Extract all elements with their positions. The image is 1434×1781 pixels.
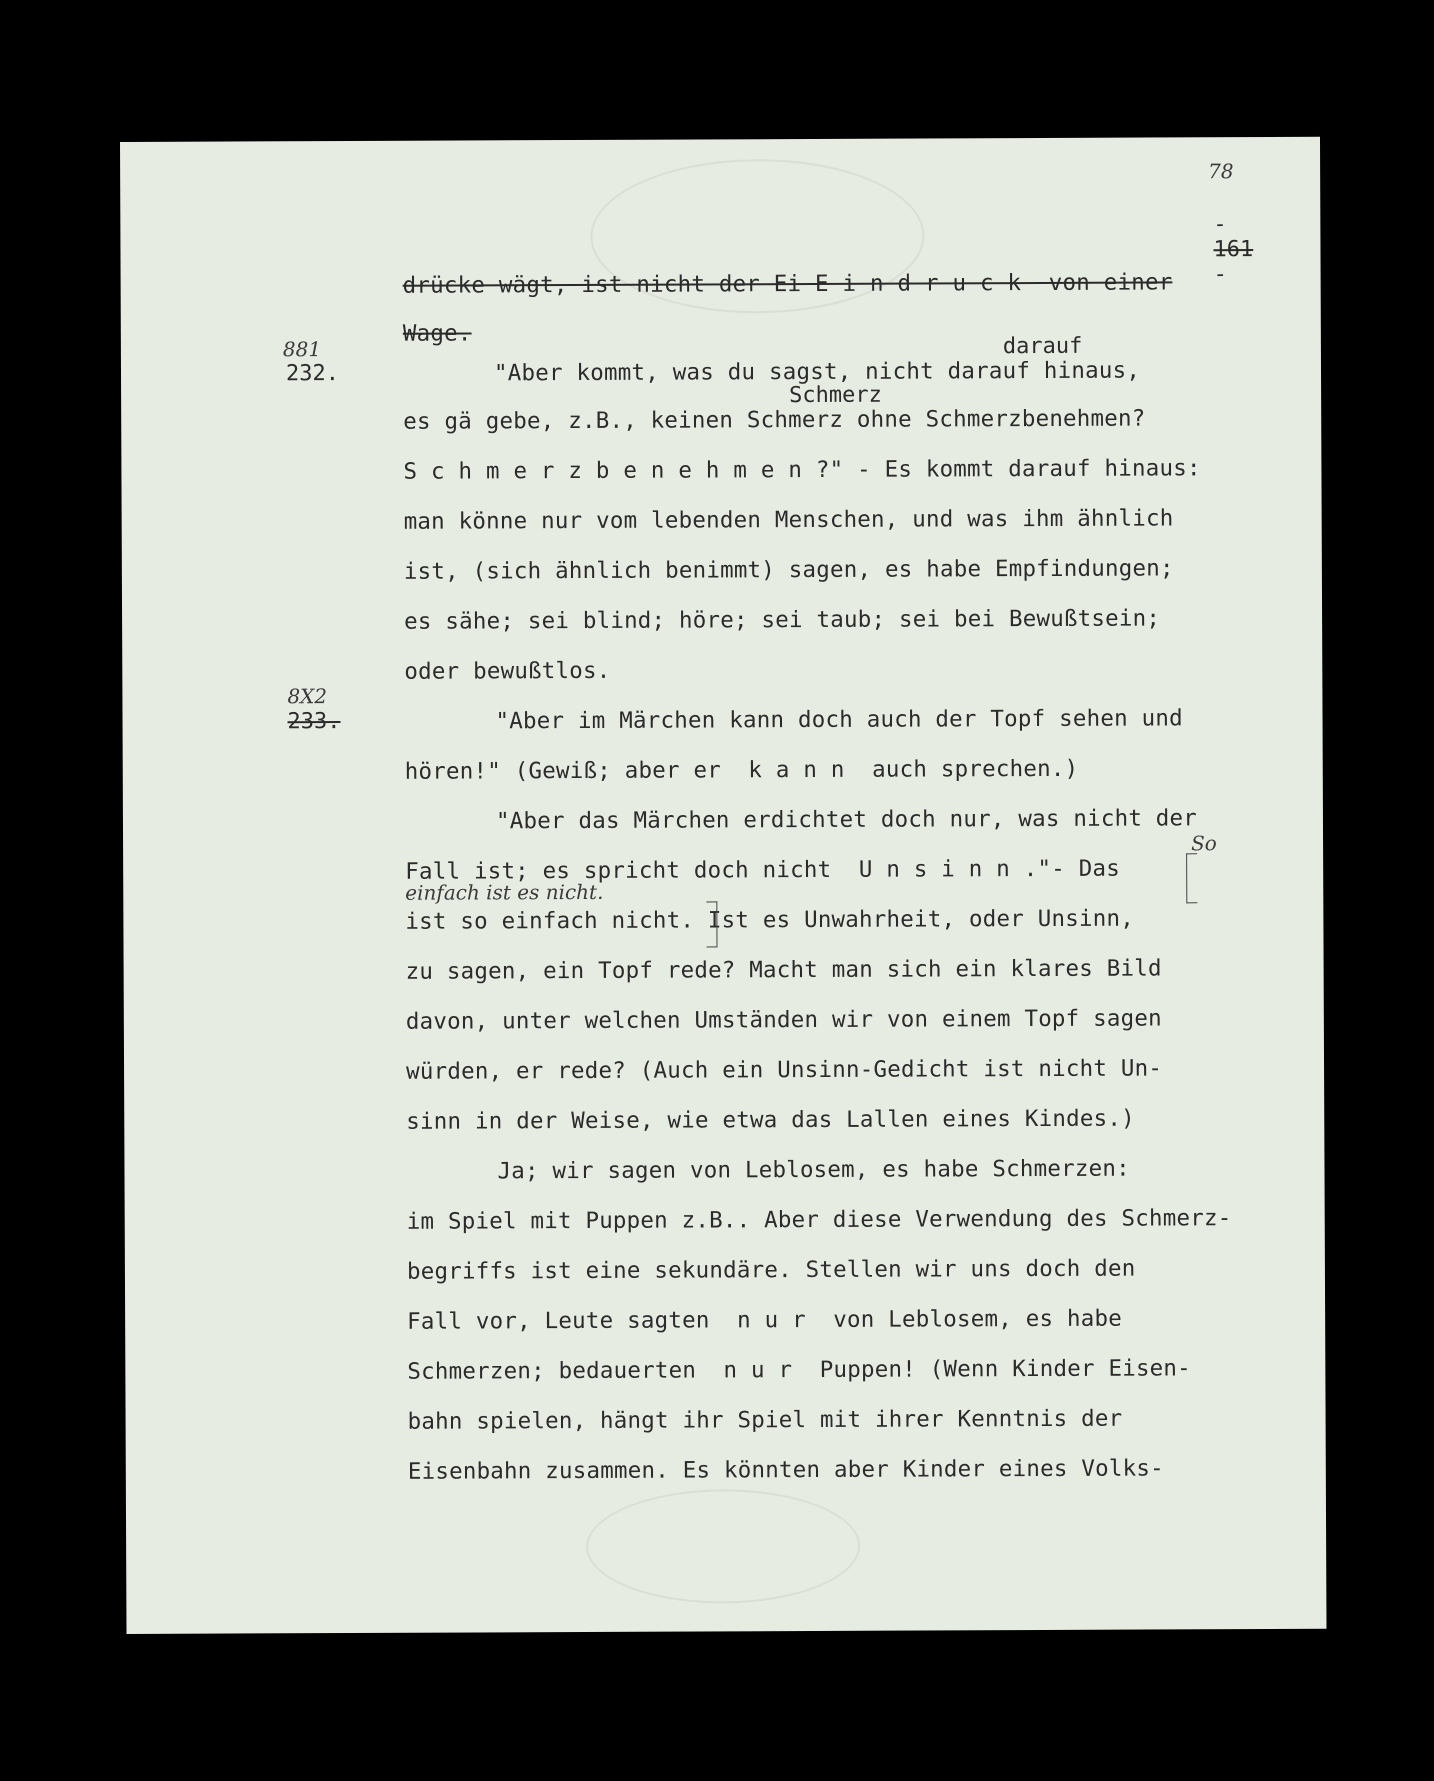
watermark-stamp-lower — [586, 1489, 860, 1604]
line-1: drücke wägt, ist nicht der Ei E i n d r u c k von einer — [402, 269, 1173, 299]
handwritten-insertion: So — [1191, 831, 1217, 856]
line-16: davon, unter welchen Umständen wir von einem Topf sagen — [405, 1005, 1162, 1035]
page-number-old: 161 — [1213, 237, 1254, 263]
line-3: "Aber kommt, was du sagst, nicht darauf hinaus, — [493, 357, 1141, 387]
page-number-new: 78 — [1208, 159, 1234, 184]
line-17: würden, er rede? (Auch ein Unsinn-Gedicht ist nicht Un- — [406, 1055, 1163, 1085]
interlinear-correction: Schmerz — [789, 382, 882, 409]
handwritten-insertion: einfach ist es nicht. — [405, 879, 604, 905]
line-23: Schmerzen; bedauerten n u r Puppen! (Wenn Kinder Eisen- — [407, 1355, 1191, 1385]
line-15: zu sagen, ein Topf rede? Macht man sich ein klares Bild — [405, 955, 1162, 985]
line-24: bahn spielen, hängt ihr Spiel mit ihrer Kenntnis der — [407, 1405, 1123, 1435]
paragraph-number-old: 233. — [287, 709, 341, 735]
line-12: "Aber das Märchen erdichtet doch nur, was nicht der — [495, 805, 1198, 835]
line-6: man könne nur vom lebenden Menschen, und was ihm ähnlich — [403, 505, 1174, 535]
line-4: es gä gebe, z.B., keinen Schmerz ohne Schmerzbenehmen? — [403, 405, 1146, 435]
line-9: oder bewußtlos. — [404, 657, 611, 685]
typescript-page — [120, 137, 1326, 1634]
line-21: begriffs ist eine sekundäre. Stellen wir uns doch den — [406, 1255, 1136, 1285]
page-number — [1160, 187, 1253, 312]
paragraph-number-old: 232. — [285, 361, 340, 387]
line-19: Ja; wir sagen von Leblosem, es habe Schmerzen: — [497, 1155, 1130, 1185]
page-number-dash-left: - — [1213, 212, 1227, 238]
line-25: Eisenbahn zusammen. Es könnten aber Kinder eines Volks- — [407, 1455, 1164, 1485]
line-8: es sähe; sei blind; höre; sei taub; sei bei Bewußtsein; — [404, 605, 1161, 635]
line-7: ist, (sich ähnlich benimmt) sagen, es habe Empfindungen; — [403, 555, 1174, 585]
line-14: ist so einfach nicht. Ist es Unwahrheit, oder Unsinn, — [405, 905, 1135, 935]
line-18: sinn in der Weise, wie etwa das Lallen eines Kindes.) — [406, 1105, 1135, 1135]
margin-bracket — [1186, 853, 1197, 903]
line-2: Wage. — [402, 320, 472, 347]
interlinear-correction: darauf — [1002, 333, 1083, 360]
paragraph-number-new: 8X2 — [287, 684, 328, 709]
line-5: S c h m e r z b e n e h m e n ?" - Es kommt darauf hinaus: — [403, 455, 1201, 485]
page-number-dash-right: - — [1213, 262, 1227, 288]
insertion-bracket — [706, 901, 717, 947]
paragraph-number-new: 881 — [282, 337, 322, 362]
line-11: hören!" (Gewiß; aber er k a n n auch sprechen.) — [404, 755, 1079, 785]
line-13: Fall ist; es spricht doch nicht U n s i n n ."- Das — [405, 855, 1121, 885]
line-20: im Spiel mit Puppen z.B.. Aber diese Verwendung des Schmerz- — [406, 1205, 1232, 1235]
line-22: Fall vor, Leute sagten n u r von Leblosem, es habe — [407, 1305, 1123, 1335]
line-10: "Aber im Märchen kann doch auch der Topf sehen und — [495, 705, 1183, 735]
